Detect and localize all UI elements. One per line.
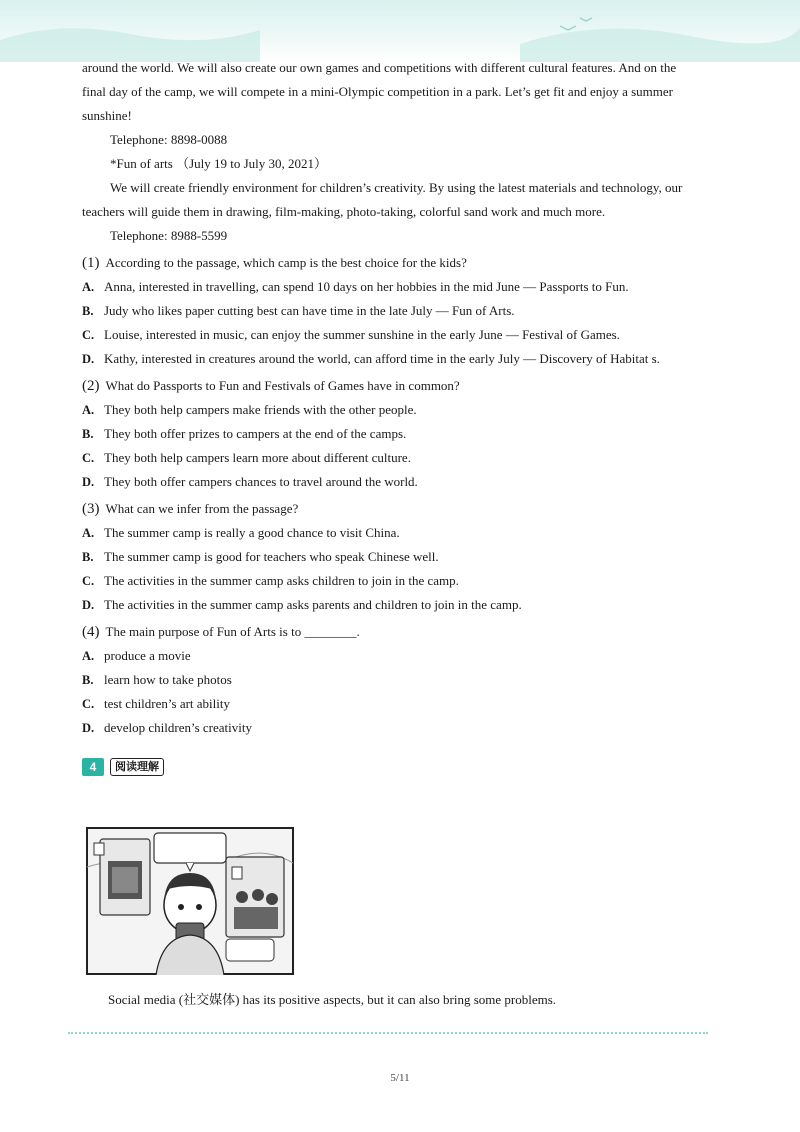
option-letter: A. <box>82 526 95 540</box>
question-number: (1) <box>82 255 100 271</box>
section-number-badge: 4 <box>82 758 104 776</box>
option-c[interactable] <box>82 569 702 593</box>
question-1 <box>82 251 702 371</box>
option-text: Judy who likes paper cutting best can have time in the late July — Fun of Arts. <box>104 303 515 318</box>
option-letter: C. <box>82 697 95 711</box>
option-text: learn how to take photos <box>104 672 232 687</box>
option-letter: D. <box>82 721 95 735</box>
option-text: They both help campers learn more about different culture. <box>104 450 411 465</box>
option-text: test children’s art ability <box>104 696 230 711</box>
option-b[interactable] <box>82 668 702 692</box>
question-3 <box>82 497 702 617</box>
option-text: develop children’s creativity <box>104 720 253 735</box>
telephone-2: Telephone: 8988-5599 <box>110 228 228 243</box>
option-c[interactable] <box>82 692 702 716</box>
main-content <box>82 56 702 776</box>
option-text: They both offer prizes to campers at the end of the camps. <box>104 426 407 441</box>
option-letter: C. <box>82 451 95 465</box>
option-text: They both help campers make friends with the other people. <box>104 402 417 417</box>
question-4 <box>82 620 702 740</box>
option-text: The summer camp is good for teachers who speak Chinese well. <box>104 549 439 564</box>
option-text: Louise, interested in music, can enjoy the summer sunshine in the early June — Festival of Games. <box>104 327 620 342</box>
cartoon-illustration <box>86 827 294 975</box>
section-intro-text: Social media (社交媒体) has its positive aspects, but it can also bring some problems. <box>108 992 557 1007</box>
telephone-1: Telephone: 8898-0088 <box>110 132 228 147</box>
option-letter: A. <box>82 649 95 663</box>
question-number: (3) <box>82 501 100 517</box>
option-c[interactable] <box>82 446 702 470</box>
option-d[interactable] <box>82 716 702 740</box>
question-number: (2) <box>82 378 100 394</box>
option-text: The summer camp is really a good chance to visit China. <box>104 525 400 540</box>
option-letter: A. <box>82 280 95 294</box>
option-letter: D. <box>82 352 95 366</box>
camp-title-fun-of-arts: *Fun of arts （July 19 to July 30, 2021） <box>110 156 328 171</box>
question-2 <box>82 374 702 494</box>
option-a[interactable] <box>82 521 702 545</box>
option-text: The activities in the summer camp asks parents and children to join in the camp. <box>104 597 522 612</box>
question-text: What do Passports to Fun and Festivals of Games have in common? <box>105 378 460 393</box>
option-a[interactable] <box>82 644 702 668</box>
option-letter: D. <box>82 475 95 489</box>
question-text: According to the passage, which camp is the best choice for the kids? <box>105 255 467 270</box>
option-b[interactable] <box>82 545 702 569</box>
option-letter: D. <box>82 598 95 612</box>
option-text: Anna, interested in travelling, can spend 10 days on her hobbies in the mid June — Passports to Fun. <box>104 279 629 294</box>
option-d[interactable] <box>82 470 702 494</box>
option-letter: B. <box>82 673 94 687</box>
option-letter: B. <box>82 427 94 441</box>
option-letter: B. <box>82 304 94 318</box>
option-text: They both offer campers chances to travel around the world. <box>104 474 418 489</box>
option-text: Kathy, interested in creatures around the world, can afford time in the early July — Discovery of Habitat s. <box>104 351 660 366</box>
dotted-divider <box>68 1032 708 1034</box>
option-letter: A. <box>82 403 95 417</box>
question-text: The main purpose of Fun of Arts is to ________. <box>105 624 360 639</box>
passage-paragraph-1: around the world. We will also create our own games and competitions with different cultural features. And on the final day of the camp, we will compete in a mini-Olympic competition in a park. Let’s get fit and enjoy a summer sunshine! <box>82 60 677 123</box>
option-text: The activities in the summer camp asks children to join in the camp. <box>104 573 459 588</box>
option-a[interactable] <box>82 398 702 422</box>
option-b[interactable] <box>82 422 702 446</box>
passage-paragraph-2: We will create friendly environment for children’s creativity. By using the latest materials and technology, our teachers will guide them in drawing, film-making, photo-taking, colorful sand work and much more. <box>82 180 683 219</box>
option-letter: C. <box>82 328 95 342</box>
header-decoration <box>0 0 800 62</box>
page-number: 5/11 <box>390 1072 410 1084</box>
option-a[interactable] <box>82 275 702 299</box>
option-b[interactable] <box>82 299 702 323</box>
option-d[interactable] <box>82 347 702 371</box>
question-text: What can we infer from the passage? <box>105 501 299 516</box>
question-number: (4) <box>82 624 100 640</box>
option-text: produce a movie <box>104 648 191 663</box>
option-d[interactable] <box>82 593 702 617</box>
section-label: 阅读理解 <box>110 758 164 776</box>
option-c[interactable] <box>82 323 702 347</box>
option-letter: C. <box>82 574 95 588</box>
option-letter: B. <box>82 550 94 564</box>
section-header <box>82 758 702 776</box>
